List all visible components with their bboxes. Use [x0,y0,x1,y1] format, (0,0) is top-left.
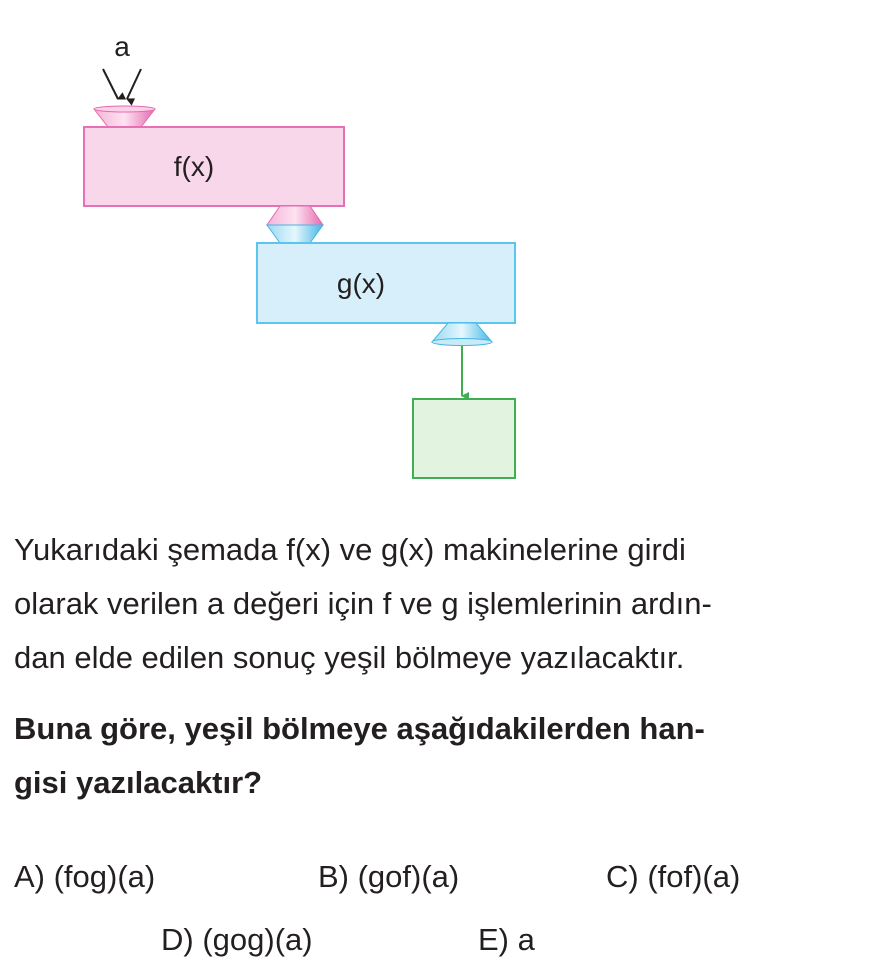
machine-g-label: g(x) [336,268,386,299]
f-to-g-connector [267,206,323,243]
option-c[interactable]: C) (fof)(a) [606,859,741,894]
question-stem-line: Buna göre, yeşil bölmeye aşağıdakilerden han- [14,711,705,746]
g-output-funnel [432,323,492,346]
input-arrow-left [103,69,118,99]
option-e[interactable]: E) a [478,922,535,957]
question-line: Yukarıdaki şemada f(x) ve g(x) makinelerine girdi [14,532,686,567]
question-text [14,523,860,685]
green-result-box [413,399,515,478]
question-line: dan elde edilen sonuç yeşil bölmeye yazılacaktır. [14,640,685,675]
option-d[interactable]: D) (gog)(a) [161,922,313,957]
question-line: olarak verilen a değeri için f ve g işlemlerinin ardın- [14,586,712,621]
question-stem [14,702,860,810]
option-a[interactable]: A) (fog)(a) [14,859,156,894]
option-b[interactable]: B) (gof)(a) [318,859,460,894]
input-arrow-right [127,69,141,99]
input-label-a: a [114,31,130,62]
machine-f-label: f(x) [173,151,215,182]
machine-f [84,127,344,206]
f-input-funnel [94,106,155,127]
question-stem-line: gisi yazılacaktır? [14,765,263,800]
machine-g [257,243,515,323]
